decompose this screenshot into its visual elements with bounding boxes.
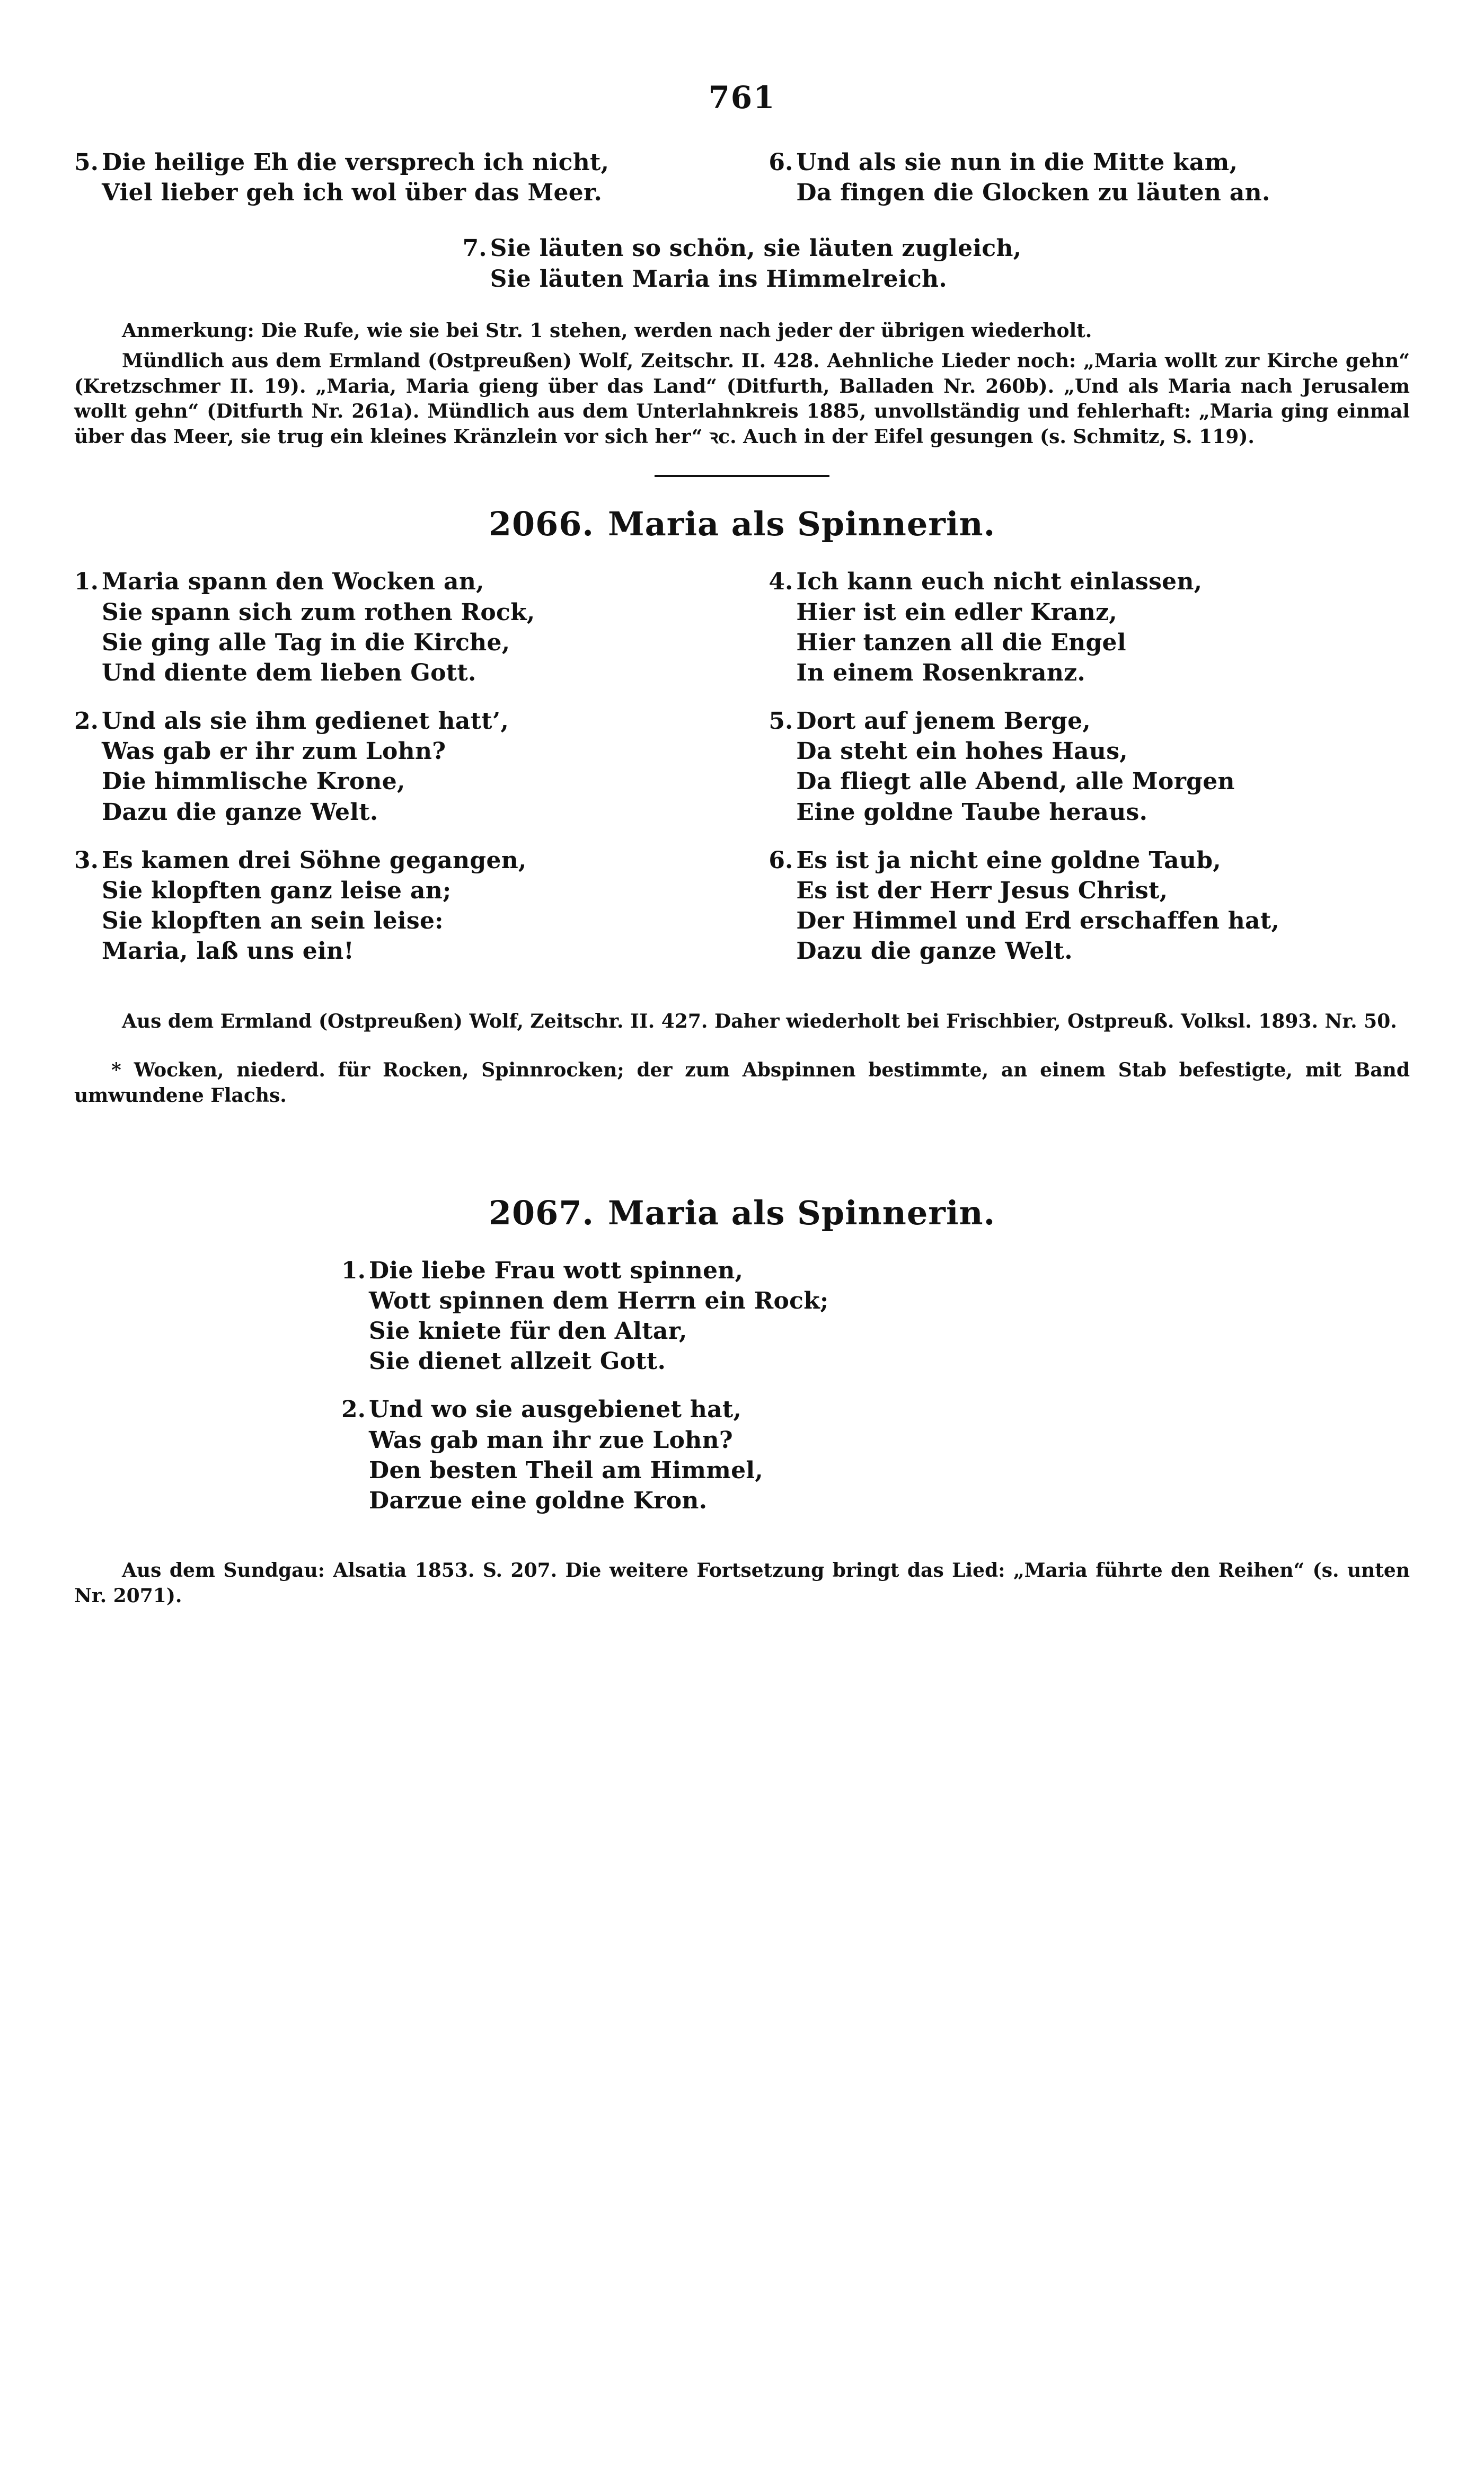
stanza-lines: [796, 147, 1270, 208]
song-title: Maria als Spinnerin.: [608, 505, 996, 544]
stanza-line: Darzue eine goldne Kron.: [369, 1487, 708, 1514]
stanza: [768, 845, 1410, 967]
stanza: [768, 147, 1410, 208]
stanza-line: Da fingen die Glocken zu läuten an.: [796, 179, 1270, 207]
stanza-number: 7.: [462, 235, 487, 262]
stanza-line: Dazu die ganze Welt.: [796, 938, 1073, 965]
note-text: Aus dem Ermland (Ostpreußen) Wolf, Zeitschr. II. 427. Daher wiederholt bei Frischbier, Ostpreuß. Volksl. 1893. Nr. 50.: [122, 1010, 1397, 1032]
song-2065-stanza-columns: [74, 147, 1410, 226]
stanza: [768, 567, 1410, 688]
stanza-line: Wott spinnen dem Herrn ein Rock;: [369, 1287, 829, 1314]
stanza: [341, 1256, 1143, 1377]
stanza-line: Der Himmel und Erd erschaffen hat,: [796, 907, 1280, 935]
stanza-number: 4.: [768, 568, 793, 596]
right-column: [768, 567, 1410, 984]
stanza-line: Sie läuten Maria ins Himmelreich.: [490, 265, 947, 293]
stanza-number: 3.: [74, 846, 99, 874]
stanza-line: Hier tanzen all die Engel: [796, 629, 1126, 656]
stanza-line: Es ist der Herr Jesus Christ,: [796, 877, 1168, 905]
stanza-line: Sie läuten so schön, sie läuten zugleich,: [490, 235, 1022, 262]
left-column: [74, 567, 716, 984]
stanza-lines: [796, 567, 1202, 688]
stanza-number: 2.: [74, 708, 99, 735]
stanza-line: Sie kniete für den Altar,: [369, 1317, 687, 1345]
page-number: 761: [708, 80, 776, 116]
song-number: 2066.: [488, 505, 594, 544]
stanza: [74, 845, 716, 967]
stanza-lines: [102, 845, 527, 967]
stanza-line: Und als sie nun in die Mitte kam,: [796, 149, 1238, 176]
stanza-centered: [74, 233, 1410, 294]
stanza-line: Maria spann den Wocken an,: [102, 568, 484, 596]
stanza-line: In einem Rosenkranz.: [796, 659, 1086, 686]
right-column: [768, 147, 1410, 226]
stanza-line: Sie dienet allzeit Gott.: [369, 1348, 666, 1375]
section-divider: [655, 475, 829, 477]
footnote-text: * Wocken, niederd. für Rocken, Spinnrocken; der zum Abspinnen bestimmte, an einem Stab befestigte, mit Band umwundene Flachs.: [74, 1059, 1410, 1107]
stanza-line: Den besten Theil am Himmel,: [369, 1456, 764, 1484]
stanza: [768, 706, 1410, 827]
stanza-line: Es ist ja nicht eine goldne Taub,: [796, 846, 1221, 874]
left-column: [74, 147, 716, 226]
song-2067-stanza-column: [74, 1256, 1410, 1534]
stanza-line: Sie klopften an sein leise:: [102, 907, 444, 935]
song-number: 2067.: [488, 1193, 594, 1232]
note-text: Anmerkung: Die Rufe, wie sie bei Str. 1 stehen, werden nach jeder der übrigen wiederholt.: [122, 319, 1092, 342]
stanza-line: Die heilige Eh die versprech ich nicht,: [102, 149, 610, 176]
stanza-lines: [102, 567, 535, 688]
stanza-line: Hier ist ein edler Kranz,: [796, 598, 1118, 626]
stanza-line: Eine goldne Taube heraus.: [796, 798, 1148, 826]
stanza-line: Sie klopften ganz leise an;: [102, 877, 452, 905]
note-text: Aus dem Sundgau: Alsatia 1853. S. 207. Die weitere Fortsetzung bringt das Lied: „Maria führte den Reihen“ (s. unten Nr. 2071).: [74, 1559, 1410, 1607]
stanza-lines: [490, 233, 1022, 294]
editorial-note-anmerkung: [74, 319, 1410, 344]
stanza-line: Die himmlische Krone,: [102, 768, 405, 796]
song-2067-heading: [74, 1194, 1410, 1232]
stanza-lines: [369, 1394, 763, 1516]
stanza-lines: [796, 845, 1279, 967]
page-content: [74, 147, 1410, 1609]
stanza: [74, 706, 716, 827]
stanza-number: 1.: [74, 568, 99, 596]
stanza-lines: [102, 706, 509, 827]
stanza-lines: [102, 147, 609, 208]
stanza-line: Maria, laß uns ein!: [102, 938, 355, 965]
stanza-line: Was gab er ihr zum Lohn?: [102, 738, 446, 765]
center-column: [341, 1256, 1143, 1534]
stanza-line: Sie spann sich zum rothen Rock,: [102, 598, 535, 626]
stanza-line: Und wo sie ausgebienet hat,: [369, 1396, 742, 1424]
stanza-line: Sie ging alle Tag in die Kirche,: [102, 629, 510, 656]
stanza-line: Viel lieber geh ich wol über das Meer.: [102, 179, 603, 207]
stanza-number: 2.: [341, 1396, 366, 1424]
song-2066-heading: [74, 505, 1410, 543]
stanza-line: Und diente dem lieben Gott.: [102, 659, 476, 686]
stanza-line: Ich kann euch nicht einlassen,: [796, 568, 1203, 596]
stanza-line: Und als sie ihm gedienet hatt’,: [102, 708, 509, 735]
stanza-line: Dort auf jenem Berge,: [796, 708, 1091, 735]
stanza-line: Was gab man ihr zue Lohn?: [369, 1426, 733, 1454]
song-title: Maria als Spinnerin.: [608, 1193, 996, 1232]
stanza-line: Dazu die ganze Welt.: [102, 798, 378, 826]
stanza-line: Da steht ein hohes Haus,: [796, 738, 1128, 765]
stanza-number: 5.: [74, 149, 99, 176]
stanza-line: Da fliegt alle Abend, alle Morgen: [796, 768, 1235, 796]
stanza: [74, 567, 716, 688]
editorial-note-sources: [74, 349, 1410, 449]
stanza-number: 6.: [768, 846, 793, 874]
song-2066-source-note: [74, 1009, 1410, 1035]
stanza-lines: [796, 706, 1234, 827]
note-text: Mündlich aus dem Ermland (Ostpreußen) Wolf, Zeitschr. II. 428. Aehnliche Lieder noch: „Maria wollt zur Kirche gehn“ (Kretzschmer II. 19). „Maria, Maria gieng über das Land“ (Ditfurth, Balladen Nr. 260b). „Und als Maria nach Jerusalem wollt gehn“ (Ditfurth Nr. 261a). Mündlich aus dem Unterlahnkreis 1885, unvollständig und fehlerhaft: „Maria ging einmal über das Meer, sie trug ein kleines Kränzlein vor sich her“ ꝛc. Auch in der Eifel gesungen (s. Schmitz, S. 119).: [74, 350, 1410, 448]
stanza-number: 6.: [768, 149, 793, 176]
song-2067-source-note: [74, 1558, 1410, 1609]
stanza-line: Es kamen drei Söhne gegangen,: [102, 846, 527, 874]
song-2066-stanza-columns: [74, 567, 1410, 984]
stanza: [341, 1394, 1143, 1516]
stanza: [74, 147, 716, 208]
stanza-number: 1.: [341, 1257, 366, 1284]
stanza-number: 5.: [768, 708, 793, 735]
stanza-line: Die liebe Frau wott spinnen,: [369, 1257, 744, 1284]
song-2066-footnote: [74, 1057, 1410, 1108]
stanza-lines: [369, 1256, 829, 1377]
document-page: [0, 80, 1484, 2482]
